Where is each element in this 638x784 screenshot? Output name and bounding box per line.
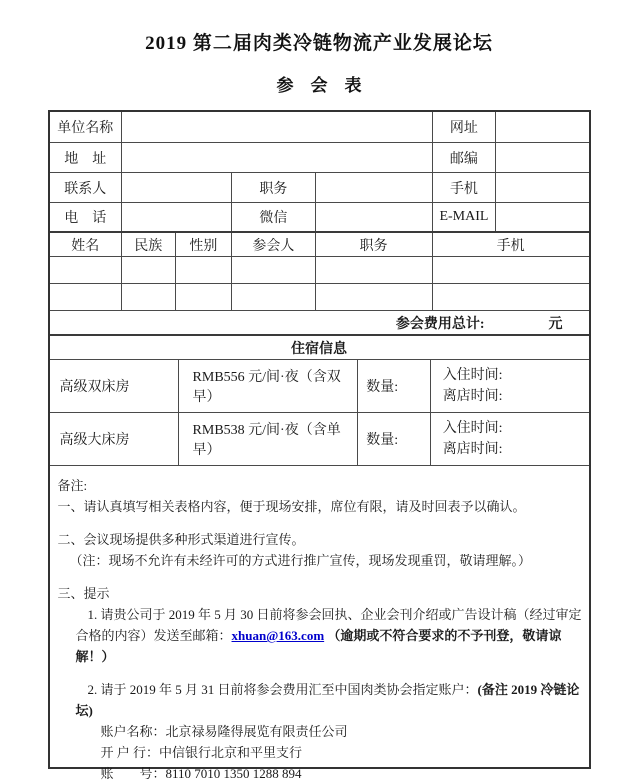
wechat-input[interactable] xyxy=(315,203,432,231)
attendee-row-2 xyxy=(50,283,589,310)
zip-label: 邮编 xyxy=(432,143,496,172)
attendee2-name-input[interactable] xyxy=(50,284,121,310)
attendee2-position-input[interactable] xyxy=(315,284,432,310)
room-quantity-twin-input[interactable]: 数量: xyxy=(357,360,429,412)
email-link[interactable]: xhuan@163.com xyxy=(231,628,325,643)
attendee1-mobile-input[interactable] xyxy=(432,257,589,283)
account-number-value: 8110 7010 1350 1288 894 xyxy=(165,766,302,781)
row-contact-person xyxy=(50,172,589,202)
attendee-ethnicity-header: 民族 xyxy=(121,233,175,256)
row-phone xyxy=(50,202,589,231)
bank-label: 开 户 行： xyxy=(100,745,160,760)
attendee-gender-header: 性别 xyxy=(175,233,232,256)
fee-total-row xyxy=(50,310,589,334)
checkin-label: 入住时间: xyxy=(442,368,503,383)
row-address xyxy=(50,142,589,172)
lodging-section-title: 住宿信息 xyxy=(291,341,347,357)
room-dates-twin-input[interactable] xyxy=(430,360,589,412)
room-price-king: RMB538 元/间·夜（含单早） xyxy=(178,413,358,465)
tip1-bold-warning: （逾期或不符合要求的不予刊登，敬请谅解！） xyxy=(75,628,562,664)
attendee2-gender-input[interactable] xyxy=(175,284,232,310)
account-number-label: 账 号： xyxy=(100,766,166,781)
bank-line xyxy=(101,742,585,763)
mobile-input[interactable] xyxy=(495,173,588,202)
attendee2-ethnicity-input[interactable] xyxy=(121,284,175,310)
room-dates-king-input[interactable] xyxy=(430,413,589,465)
notes-item-2-note: （注：现场不允许有未经许可的方式进行推广宣传，现场发现重罚，敬请理解。） xyxy=(69,553,532,568)
address-label: 地 址 xyxy=(64,151,107,167)
account-name-value: 北京禄易隆得展览有限责任公司 xyxy=(165,724,348,739)
attendee1-position-input[interactable] xyxy=(315,257,432,283)
notes-tip-2 xyxy=(76,679,585,721)
attendee2-participant-input[interactable] xyxy=(231,284,314,310)
website-label: 网址 xyxy=(432,112,496,142)
contact-person-input[interactable] xyxy=(121,173,231,202)
attendee2-mobile-input[interactable] xyxy=(432,284,589,310)
tip2-bold-remark: (备注 2019 冷链论坛) xyxy=(75,682,580,718)
notes-row xyxy=(50,465,589,781)
account-name-label: 账户名称： xyxy=(100,724,166,739)
attendee-participant-header: 参会人 xyxy=(231,233,314,256)
attendee-position-header: 职务 xyxy=(315,233,432,256)
contact-person-label: 联系人 xyxy=(64,181,107,197)
page-title: 2019 第二届肉类冷链物流产业发展论坛 xyxy=(145,33,493,54)
attendee1-gender-input[interactable] xyxy=(175,257,232,283)
zip-input[interactable] xyxy=(495,143,588,172)
mobile-label: 手机 xyxy=(432,173,496,202)
attendee-mobile-header: 手机 xyxy=(432,233,589,256)
notes-item-1: 一、请认真填写相关表格内容，便于现场安排，席位有限，请及时回表予以确认。 xyxy=(57,499,526,514)
account-number-line xyxy=(101,763,585,784)
account-name-line xyxy=(101,721,585,742)
form-table xyxy=(48,110,591,781)
attendee1-ethnicity-input[interactable] xyxy=(121,257,175,283)
room-row-twin xyxy=(50,359,589,412)
tip1-text: 1. 请贵公司于 2019 年 5 月 30 日前将参会回执、企业会刊介绍或广告设计稿（经过审定合格的内容）发送至邮箱： xyxy=(75,607,582,643)
notes-tip-1 xyxy=(76,604,585,667)
position-label: 职务 xyxy=(231,173,314,202)
checkout-label: 离店时间: xyxy=(442,442,503,457)
tip2-text: 2. 请于 2019 年 5 月 31 日前将参会费用汇至中国肉类协会指定账户： xyxy=(87,682,478,697)
room-quantity-king-input[interactable]: 数量: xyxy=(357,413,429,465)
checkout-label: 离店时间: xyxy=(442,389,503,404)
notes-title: 备注: xyxy=(57,478,88,493)
room-type-king: 高级大床房 xyxy=(59,433,130,448)
phone-input[interactable] xyxy=(121,203,231,231)
phone-label: 电 话 xyxy=(64,211,107,226)
attendee-header-row xyxy=(50,231,589,256)
position-input[interactable] xyxy=(315,173,432,202)
page-subtitle: 参 会 表 xyxy=(276,76,362,95)
address-input[interactable] xyxy=(121,143,432,172)
company-name-label: 单位名称 xyxy=(57,121,114,136)
fee-total-label: 参会费用总计: xyxy=(395,316,485,332)
checkin-label: 入住时间: xyxy=(442,421,503,436)
wechat-label: 微信 xyxy=(231,203,314,231)
fee-unit-label: 元 xyxy=(548,316,563,332)
company-name-input[interactable] xyxy=(121,112,432,142)
bank-value: 中信银行北京和平里支行 xyxy=(159,745,303,760)
notes-item-3-title: 三、提示 xyxy=(57,586,110,601)
email-input[interactable] xyxy=(495,203,588,231)
attendee-name-header: 姓名 xyxy=(71,238,100,254)
website-input[interactable] xyxy=(495,112,588,142)
notes-item-2: 二、会议现场提供多种形式渠道进行宣传。 xyxy=(57,532,305,547)
notes-content xyxy=(50,466,593,784)
fee-total-cell[interactable] xyxy=(50,311,589,334)
lodging-section-row xyxy=(50,334,589,359)
room-row-king xyxy=(50,412,589,465)
row-company xyxy=(50,112,589,142)
attendee-row-1 xyxy=(50,256,589,283)
attendee1-name-input[interactable] xyxy=(50,257,121,283)
email-label: E-MAIL xyxy=(432,203,496,231)
room-price-twin: RMB556 元/间·夜（含双早） xyxy=(178,360,358,412)
room-type-twin: 高级双床房 xyxy=(59,380,130,395)
attendee1-participant-input[interactable] xyxy=(231,257,314,283)
notes-cell xyxy=(50,466,593,781)
